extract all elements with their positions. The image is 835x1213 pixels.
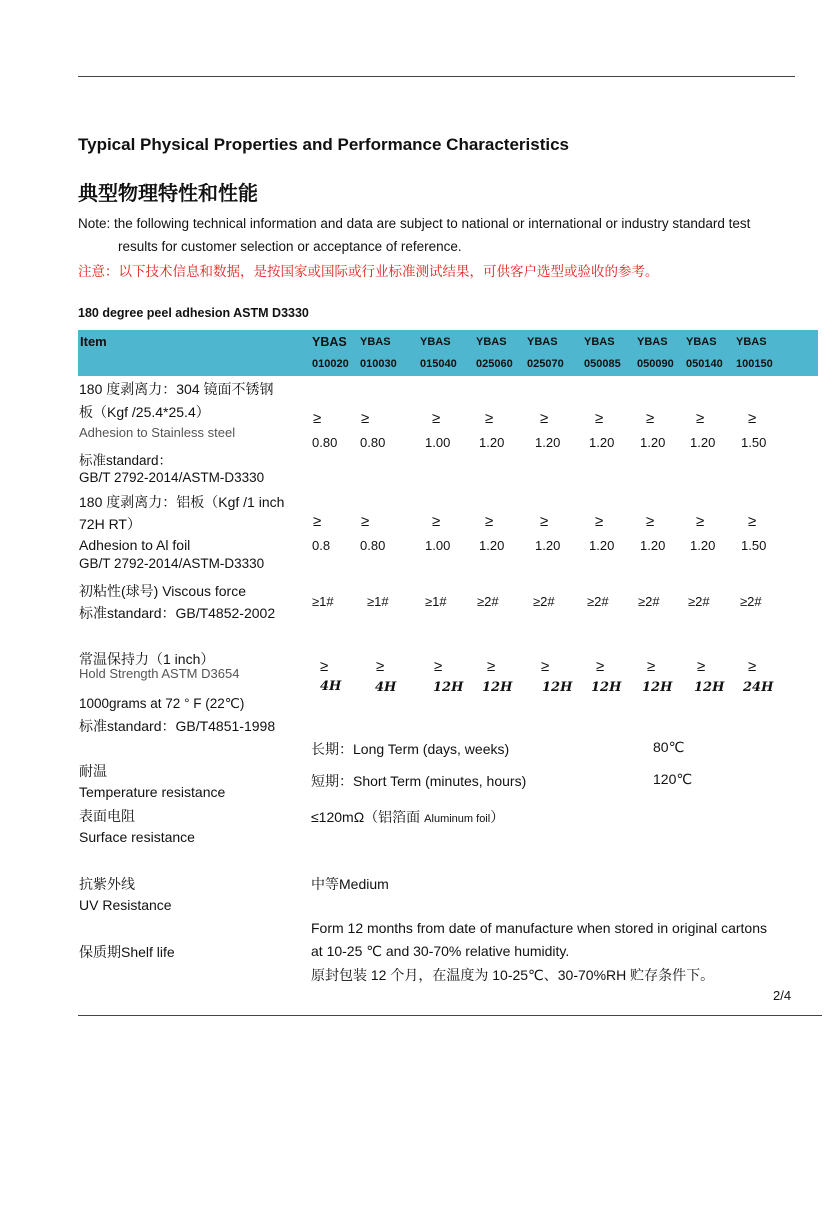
surface-resistance-main: ≤120mΩ（铝箔面 [311, 809, 421, 825]
row-label: Adhesion to Al foil [79, 537, 191, 553]
value-cell: ≥1# [367, 594, 389, 609]
value-cell: 24H [743, 680, 774, 695]
row-label-cn: 抗紫外线 [79, 876, 135, 892]
value-cell: 1.20 [479, 538, 505, 553]
product-header-code: 025070 [527, 358, 564, 370]
value-cell: 0.80 [360, 538, 386, 553]
value-cell: ≥1# [425, 594, 447, 609]
row-label-en: Temperature resistance [79, 784, 226, 800]
page-title: Typical Physical Properties and Performance Characteristics [78, 135, 570, 154]
value-cell: 1.20 [690, 538, 716, 553]
value-cell: 1.20 [535, 435, 561, 450]
row-label: 180 度剥离力：铝板（Kgf /1 inch [79, 494, 285, 510]
product-header-code: 050090 [637, 358, 674, 370]
row-label-cn: 耐温 [79, 763, 107, 779]
ge-symbol: ≥ [697, 658, 706, 675]
top-rule [78, 76, 795, 77]
ge-symbol: ≥ [540, 410, 549, 427]
value-cell: ≥1# [312, 594, 334, 609]
value-cell: 4H [320, 679, 342, 694]
product-header-top: YBAS [584, 336, 615, 348]
value-cell: 12H [542, 680, 573, 695]
product-header-top: YBAS [686, 336, 717, 348]
row-label: 72H RT） [79, 516, 141, 532]
ge-symbol: ≥ [432, 513, 441, 530]
ge-symbol: ≥ [596, 658, 605, 675]
long-term-value: 80℃ [653, 739, 685, 755]
ge-symbol: ≥ [541, 658, 550, 675]
row-label: 保质期Shelf life [79, 944, 175, 960]
long-term-label: 长期：Long Term (days, weeks) [311, 741, 510, 757]
product-header-top: YBAS [736, 336, 767, 348]
value-cell: 1.20 [589, 435, 615, 450]
value-cell: 1.20 [535, 538, 561, 553]
product-header-code: 015040 [420, 358, 457, 370]
row-label-en: UV Resistance [79, 897, 172, 913]
value-cell: 1.50 [741, 435, 767, 450]
ge-symbol: ≥ [748, 410, 757, 427]
value-cell: 1.00 [425, 435, 451, 450]
value-cell: ≥2# [688, 594, 710, 609]
row-label-overlapped: Adhesion to Stainless steel [79, 425, 236, 440]
surface-resistance-small: Aluminum foil [424, 813, 491, 825]
row-label: 初粘性(球号) Viscous force [79, 583, 246, 599]
row-label-overlapped: Hold Strength ASTM D3654 [79, 666, 240, 681]
row-label: 1000grams at 72 ° F (22℃) [79, 696, 245, 711]
ge-symbol: ≥ [432, 410, 441, 427]
value-cell: 4H [375, 680, 397, 695]
ge-symbol: ≥ [595, 410, 604, 427]
ge-symbol: ≥ [595, 513, 604, 530]
ge-symbol: ≥ [485, 513, 494, 530]
short-term-label: 短期：Short Term (minutes, hours) [311, 773, 527, 789]
row-label-cn: 表面电阻 [79, 808, 135, 824]
surface-resistance-end: ） [490, 809, 505, 825]
product-header-code: 050085 [584, 358, 621, 370]
value-cell: ≥2# [638, 594, 660, 609]
shelf-line-1: Form 12 months from date of manufacture when stored in original cartons [311, 920, 767, 936]
value-cell: 1.00 [425, 538, 451, 553]
row-label: 常温保持力（1 inch） [79, 651, 215, 667]
value-cell: ≥2# [477, 594, 499, 609]
product-header-code: 010020 [312, 358, 349, 370]
row-standard: 标准standard：GB/T4852-2002 [79, 605, 276, 621]
note-line-1: Note: the following technical information and data are subject to national or international or industry standard test [78, 216, 751, 231]
ge-symbol: ≥ [361, 410, 370, 427]
ge-symbol: ≥ [320, 658, 329, 675]
section-title: 180 degree peel adhesion ASTM D3330 [78, 306, 309, 320]
value-cell: 0.80 [360, 435, 386, 450]
shelf-line-3: 原封包装 12 个月，在温度为 10-25℃、30-70%RH 贮存条件下。 [311, 967, 715, 983]
value-cell: ≥2# [533, 594, 555, 609]
product-header-code: 010030 [360, 358, 397, 370]
note-line-2: results for customer selection or acceptance of reference. [118, 239, 462, 254]
value-cell: 12H [642, 680, 673, 695]
product-header-top: YBAS [637, 336, 668, 348]
surface-resistance-value [311, 807, 504, 827]
value-cell: 0.80 [312, 435, 338, 450]
value-cell: 12H [591, 680, 622, 695]
row-label: 板（Kgf /25.4*25.4） [79, 404, 210, 420]
ge-symbol: ≥ [696, 410, 705, 427]
value-cell: 12H [694, 680, 725, 695]
page-title-cn: 典型物理特性和性能 [78, 183, 258, 205]
value-cell: 1.20 [690, 435, 716, 450]
value-cell: ≥2# [740, 594, 762, 609]
ge-symbol: ≥ [696, 513, 705, 530]
value-cell: 1.20 [640, 538, 666, 553]
page-number: 2/4 [773, 988, 792, 1003]
ge-symbol: ≥ [540, 513, 549, 530]
uv-value: 中等Medium [311, 876, 389, 892]
ge-symbol: ≥ [361, 513, 370, 530]
shelf-line-2: at 10-25 ℃ and 30-70% relative humidity. [311, 943, 570, 959]
ge-symbol: ≥ [313, 410, 322, 427]
value-cell: 0.8 [312, 538, 331, 553]
ge-symbol: ≥ [647, 658, 656, 675]
ge-symbol: ≥ [313, 513, 322, 530]
ge-symbol: ≥ [646, 410, 655, 427]
ge-symbol: ≥ [646, 513, 655, 530]
product-header-top: YBAS [360, 336, 391, 348]
product-header-top: YBAS [476, 336, 507, 348]
value-cell: ≥2# [587, 594, 609, 609]
product-header-top: YBAS [420, 336, 451, 348]
ge-symbol: ≥ [748, 513, 757, 530]
row-standard: 标准standard：GB/T4851-1998 [79, 718, 276, 734]
value-cell: 1.50 [741, 538, 767, 553]
product-header-code: 100150 [736, 358, 773, 370]
value-cell: 1.20 [640, 435, 666, 450]
ge-symbol: ≥ [376, 658, 385, 675]
product-header-code: 025060 [476, 358, 513, 370]
value-cell: 12H [482, 680, 513, 695]
product-header-top: YBAS [527, 336, 558, 348]
value-cell: 1.20 [479, 435, 505, 450]
note-cn: 注意：以下技术信息和数据，是按国家或国际或行业标准测试结果，可供客户选型或验收的参考。 [78, 264, 659, 280]
bottom-rule [78, 1015, 822, 1016]
product-header-code: 050140 [686, 358, 723, 370]
ge-symbol: ≥ [487, 658, 496, 675]
ge-symbol: ≥ [748, 658, 757, 675]
row-standard-label: 标准standard： [79, 453, 173, 468]
value-cell: 12H [433, 680, 464, 695]
row-standard: GB/T 2792-2014/ASTM-D3330 [79, 556, 265, 571]
ge-symbol: ≥ [434, 658, 443, 675]
product-header-top: YBAS [312, 335, 347, 349]
value-cell: 1.20 [589, 538, 615, 553]
row-standard: GB/T 2792-2014/ASTM-D3330 [79, 470, 265, 485]
row-label: 180 度剥离力：304 镜面不锈钢 [79, 381, 274, 397]
ge-symbol: ≥ [485, 410, 494, 427]
item-header: Item [80, 334, 107, 349]
row-label-en: Surface resistance [79, 829, 195, 845]
short-term-value: 120℃ [653, 771, 693, 787]
